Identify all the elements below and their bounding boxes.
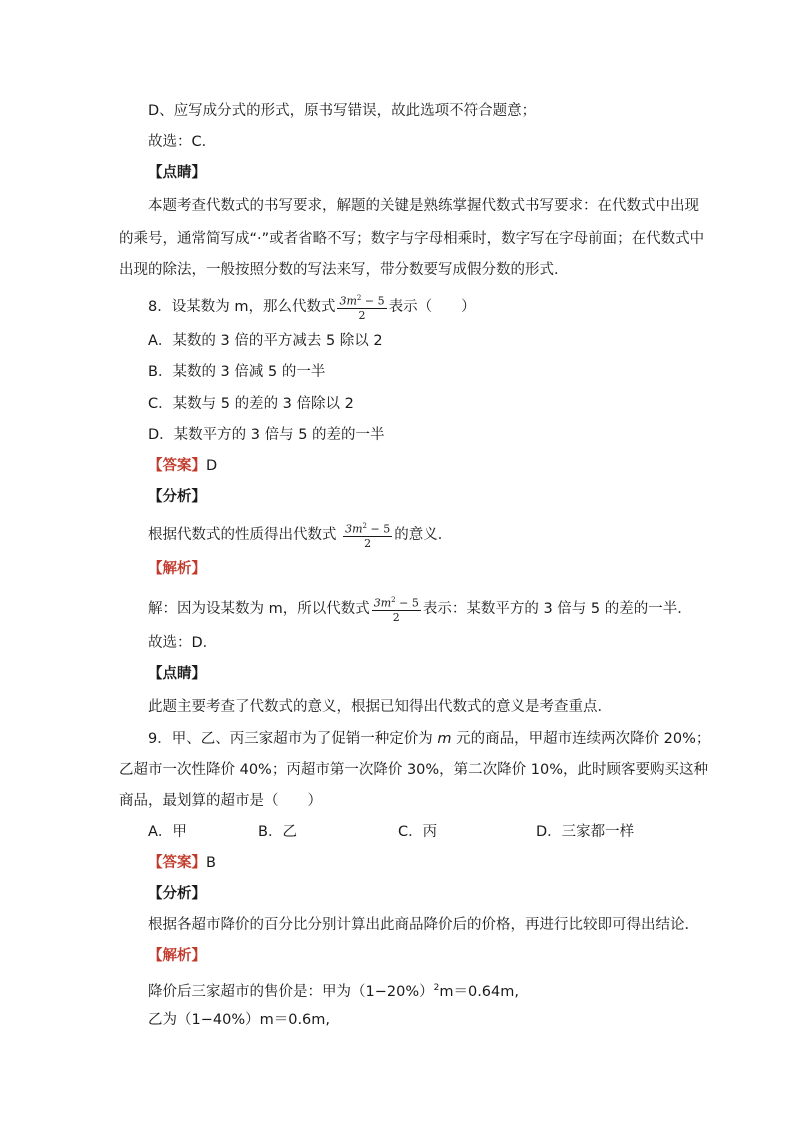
question-8-stem: 8．设某数为 m，那么代数式 $\frac{3m^2 - 5}{2}$ 表示（ ）: [148, 294, 476, 322]
section-label-analysis: 【分析】: [148, 886, 206, 902]
section-label-comment: 【点睛】: [148, 165, 206, 181]
solution-text: 乙为（1−40%）m＝0.6m,: [148, 1012, 331, 1028]
answer-line: 【答案】B: [148, 855, 216, 871]
option-a: A．甲: [148, 824, 187, 840]
analysis-text: 根据代数式的性质得出代数式 $\frac{3m^2 - 5}{2}$ 的意义．: [148, 522, 453, 550]
fraction: $\frac{3m^2 - 5}{2}$: [339, 294, 385, 322]
text-line: 本题考查代数式的书写要求，解题的关键是熟练掌握代数式书写要求：在代数式中出现: [148, 198, 699, 214]
option-b: B．某数的 3 倍减 5 的一半: [148, 364, 326, 380]
fraction: $\frac{3m^2 - 5}{2}$: [373, 596, 419, 624]
question-9-stem: 商品，最划算的超市是（ ）: [119, 793, 322, 809]
option-d: D．某数平方的 3 倍与 5 的差的一半: [148, 427, 385, 443]
section-label-solution: 【解析】: [148, 561, 206, 577]
text-line: 出现的除法，一般按照分数的写法来写，带分数要写成假分数的形式．: [119, 262, 569, 278]
section-label-comment: 【点睛】: [148, 666, 206, 682]
choose-line: 故选：D．: [148, 635, 218, 651]
analysis-text: 根据各超市降价的百分比分别计算出此商品降价后的价格，再进行比较即可得出结论．: [148, 917, 699, 933]
section-label-analysis: 【分析】: [148, 489, 206, 505]
option-c: C．某数与 5 的差的 3 倍除以 2: [148, 396, 354, 412]
option-c: C．丙: [398, 824, 438, 840]
text-line: D、应写成分式的形式，原书写错误，故此选项不符合题意；: [148, 103, 537, 119]
solution-text: 降价后三家超市的售价是：甲为$(1-20\%)^2m=0.64m$,: [148, 983, 519, 1000]
option-a: A．某数的 3 倍的平方减去 5 除以 2: [148, 333, 383, 349]
answer-line: 【答案】D: [148, 458, 218, 474]
text-line: 故选：C．: [148, 134, 217, 150]
option-b: B．乙: [258, 824, 297, 840]
question-9-stem: 乙超市一次性降价 40%；丙超市第一次降价 30%，第二次降价 10%，此时顾客要购买这种: [119, 762, 709, 778]
fraction: $\frac{3m^2 - 5}{2}$: [345, 522, 391, 550]
option-d: D．三家都一样: [536, 824, 635, 840]
text-line: 的乘号，通常简写成“·”或者省略不写；数字与字母相乘时，数字写在字母前面；在代数式中: [119, 231, 705, 247]
section-label-solution: 【解析】: [148, 948, 206, 964]
solution-text: 解：因为设某数为 m，所以代数式 $\frac{3m^2 - 5}{2}$ 表示：某数平方的 3 倍与 5 的差的一半．: [148, 596, 692, 624]
comment-text: 此题主要考查了代数式的意义，根据已知得出代数式的意义是考查重点．: [148, 699, 612, 715]
question-9-stem: 9．甲、乙、丙三家超市为了促销一种定价为 m 元的商品，甲超市连续两次降价 20%；: [148, 731, 711, 747]
